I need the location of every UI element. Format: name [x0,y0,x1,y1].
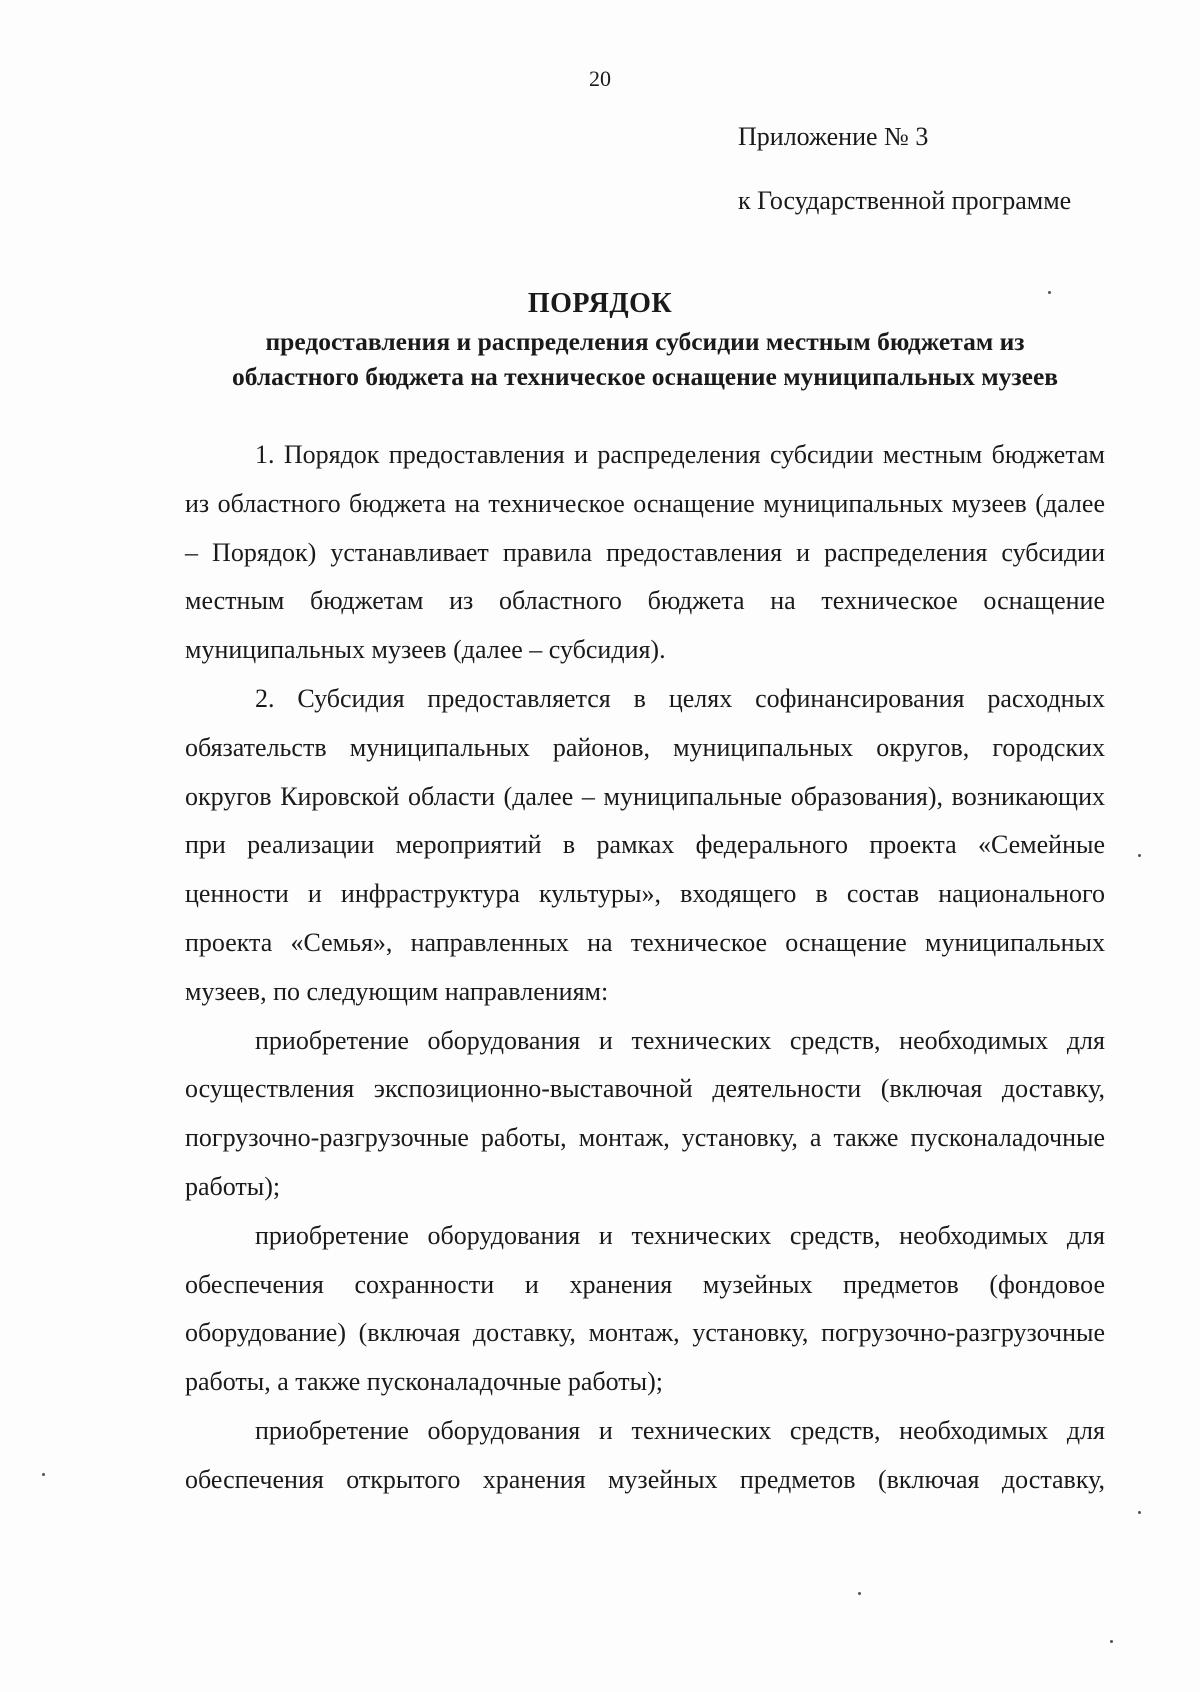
appendix-label: Приложение № 3 [738,122,929,151]
paragraph-5: приобретение оборудования и технических средств, необходимых для обеспечения открытого хранения музейных предметов (включая доставку, [185,1415,1105,1494]
scan-speck [42,1473,45,1476]
document-body [185,431,1105,1505]
paragraph-1: 1. Порядок предоставления и распределения субсидии местным бюджетам из областного бюджета на техническое оснащение муниципальных музеев (далее – Порядок) устанавливает правила предоставления и распределения субсидии местным бюджетам из областного бюджета на техническое оснащение муниципальных музеев (далее – субсидия). [185,440,1105,665]
scan-speck [858,1592,861,1595]
document-title: ПОРЯДОК [527,288,673,319]
appendix-program-reference: к Государственной программе [738,186,1072,215]
paragraph-4: приобретение оборудования и технических средств, необходимых для обеспечения сохранности и хранения музейных предметов (фондовое оборудование) (включая доставку, монтаж, установку, погрузочно-разгрузочные работы, а также пусконаладочные работы); [185,1220,1105,1397]
document-subtitle-line-2: областного бюджета на техническое оснащение муниципальных музеев [231,362,1059,391]
scan-speck [1138,854,1141,857]
document-subtitle-line-1: предоставления и распределения субсидии местным бюджетам из [265,327,1025,356]
paragraph-2: 2. Субсидия предоставляется в целях софинансирования расходных обязательств муниципальных районов, муниципальных округов, городских округов Кировской области (далее – муниципальные образования), возникающих при реализации мероприятий в рамках федерального проекта «Семейные ценности и инфраструктура культуры», входящего в состав национального проекта «Семья», направленных на техническое оснащение муниципальных музеев, по следующим направлениям: [185,683,1105,1006]
page-number: 20 [589,66,611,91]
scan-speck [1048,291,1051,294]
scan-speck [1138,1511,1141,1514]
scan-speck [1110,1640,1113,1643]
paragraph-3: приобретение оборудования и технических средств, необходимых для осуществления экспозиционно-выставочной деятельности (включая доставку, погрузочно-разгрузочные работы, монтаж, установку, а также пусконаладочные работы); [185,1025,1105,1201]
